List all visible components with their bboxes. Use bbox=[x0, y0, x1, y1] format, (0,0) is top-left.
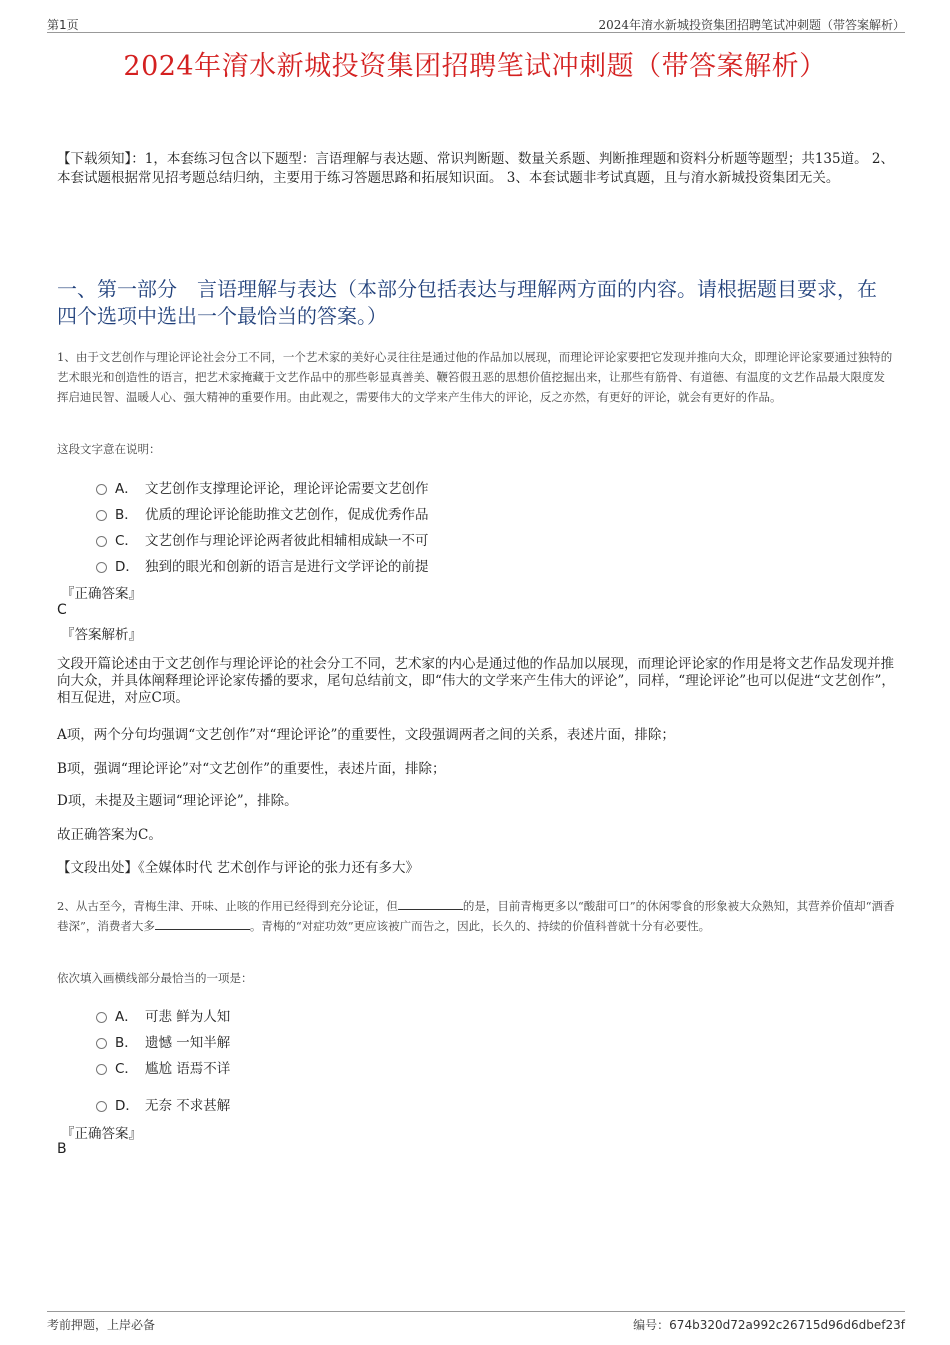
question-2-prompt: 依次填入画横线部分最恰当的一项是： bbox=[57, 971, 253, 985]
page-footer bbox=[47, 1311, 905, 1332]
question-1-option-a[interactable]: A． 文艺创作支撑理论评论，理论评论需要文艺创作 bbox=[96, 477, 429, 497]
radio-icon[interactable] bbox=[96, 562, 107, 573]
radio-icon[interactable] bbox=[96, 484, 107, 495]
question-1-prompt: 这段文字意在说明： bbox=[57, 442, 161, 456]
question-2-option-c[interactable]: C． 尴尬 语焉不详 bbox=[96, 1057, 230, 1077]
page-number: 第1页 bbox=[47, 18, 79, 32]
question-1-analysis-main: 文段开篇论述由于文艺创作与理论评论的社会分工不同，艺术家的内心是通过他的作品加以展现，而理论评论家的作用是将文艺作品发现并推向大众，并具体阐释理论评论家传播的要求，尾句总结前文，即“伟大的文学来产生伟大的评论”，同样，“理论评论”也可以促进“文艺创作”，相互促进，对应C项。 bbox=[57, 656, 895, 706]
radio-icon[interactable] bbox=[96, 1038, 107, 1049]
download-notice: 【下载须知】：1，本套练习包含以下题型：言语理解与表达题、常识判断题、数量关系题、判断推理题和资料分析题等题型；共135道。 2、本套试题根据常见招考题总结归纳，主要用于练习答题思路和拓展知识面。 3、本套试题非考试真题，且与淯水新城投资集团无关。 bbox=[57, 151, 894, 186]
radio-icon[interactable] bbox=[96, 1012, 107, 1023]
question-2-answer: B bbox=[57, 1141, 67, 1157]
question-1-conclusion: 故正确答案为C。 bbox=[57, 827, 162, 843]
footer-code: 编号：674b320d72a992c26715d96d6dbef23f bbox=[633, 1318, 905, 1332]
question-2-answer-label: 『正确答案』 bbox=[61, 1126, 142, 1142]
question-1-analysis-label: 『答案解析』 bbox=[61, 627, 142, 643]
question-1-analysis-a: A项，两个分句均强调“文艺创作”对“理论评论”的重要性，文段强调两者之间的关系，表述片面，排除； bbox=[57, 727, 675, 743]
question-1-option-b[interactable]: B． 优质的理论评论能助推文艺创作，促成优秀作品 bbox=[96, 503, 429, 523]
question-2-text: 2、从古至今，青梅生津、开味、止咳的作用已经得到充分论证，但 的是，目前青梅更多以“酸甜可口”的休闲零食的形象被大众熟知，其营养价值却“酒香巷深”，消费者大多 。青梅的“对症功效”更应该被广而告之，因此，长久的、持续的价值科普就十分有必要性。 bbox=[57, 899, 895, 933]
question-2-option-b[interactable]: B． 遗憾 一知半解 bbox=[96, 1031, 230, 1051]
section-heading: 一、第一部分 言语理解与表达（本部分包括表达与理解两方面的内容。请根据题目要求，在四个选项中选出一个最恰当的答案。） bbox=[57, 277, 877, 328]
question-1-text: 1、由于文艺创作与理论评论社会分工不同，一个艺术家的美好心灵往往是通过他的作品加以展现，而理论评论家要把它发现并推向大众，即理论评论家要通过独特的艺术眼光和创造性的语言，把艺术家掩藏于文艺作品中的那些彰显真善美、鞭笞假丑恶的思想价值挖掘出来，让那些有筋骨、有道德、有温度的文艺作品最大限度发挥启迪民智、温暖人心、强大精神的重要作用。由此观之，需要伟大的文学来产生伟大的评论，反之亦然，有更好的评论，就会有更好的作品。 bbox=[57, 350, 893, 404]
radio-icon[interactable] bbox=[96, 510, 107, 521]
page-header bbox=[47, 14, 905, 33]
footer-slogan: 考前押题，上岸必备 bbox=[47, 1318, 156, 1332]
document-title: 2024年淯水新城投资集团招聘笔试冲刺题（带答案解析） bbox=[123, 51, 827, 82]
header-doc-title: 2024年淯水新城投资集团招聘笔试冲刺题（带答案解析） bbox=[598, 18, 905, 32]
radio-icon[interactable] bbox=[96, 536, 107, 547]
question-1-analysis-b: B项，强调“理论评论”对“文艺创作”的重要性，表述片面，排除； bbox=[57, 761, 446, 777]
question-1-option-c[interactable]: C． 文艺创作与理论评论两者彼此相辅相成缺一不可 bbox=[96, 529, 429, 549]
question-1-analysis-d: D项，未提及主题词“理论评论”，排除。 bbox=[57, 793, 298, 809]
fill-blank-2 bbox=[155, 918, 250, 930]
question-1-source: 【文段出处】《全媒体时代 艺术创作与评论的张力还有多大》 bbox=[57, 860, 420, 876]
fill-blank-1 bbox=[398, 898, 463, 910]
question-2-option-a[interactable]: A． 可悲 鲜为人知 bbox=[96, 1005, 230, 1025]
question-2-option-d[interactable]: D． 无奈 不求甚解 bbox=[96, 1094, 230, 1114]
question-1-answer-label: 『正确答案』 bbox=[61, 586, 142, 602]
question-1-answer: C bbox=[57, 602, 67, 618]
radio-icon[interactable] bbox=[96, 1101, 107, 1112]
radio-icon[interactable] bbox=[96, 1064, 107, 1075]
question-1-option-d[interactable]: D． 独到的眼光和创新的语言是进行文学评论的前提 bbox=[96, 555, 429, 575]
